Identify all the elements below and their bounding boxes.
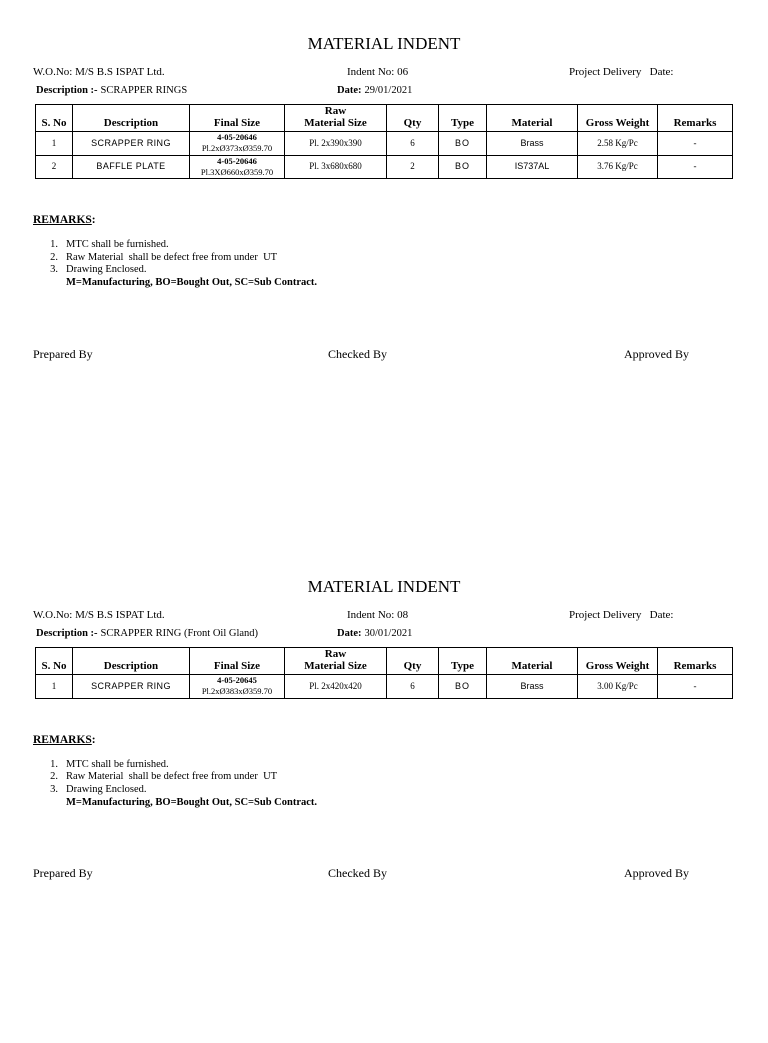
cell-gross-weight: 3.76 Kg/Pc: [578, 155, 658, 179]
cell-material: Brass: [487, 675, 578, 699]
cell-type: BO: [439, 675, 487, 699]
header-raw-material-size: [285, 648, 387, 675]
list-item: [33, 252, 768, 265]
checked-by: Checked By: [328, 346, 387, 361]
cell-remarks: -: [658, 675, 733, 699]
material-indent-06: [0, 0, 768, 500]
remarks-heading: REMARKS: [33, 214, 92, 226]
description-value: SCRAPPER RINGS: [100, 85, 188, 96]
indent-body: [0, 104, 768, 361]
cell-final-size: [190, 675, 285, 699]
header-material: Material: [487, 648, 578, 675]
cell-sno: 2: [36, 155, 73, 179]
final-size-dimensions: Pl.2xØ383xØ359.70: [201, 686, 273, 697]
wo-number: W.O.No: M/S B.S ISPAT Ltd.: [33, 66, 165, 78]
header-gross-weight: Gross Weight: [578, 105, 658, 132]
table-header-row: [36, 648, 733, 675]
cell-raw-material-size: Pl. 2x420x420: [285, 675, 387, 699]
remarks-heading: REMARKS: [33, 733, 92, 746]
cell-material: IS737AL: [487, 155, 578, 179]
list-number: 3.: [50, 264, 58, 276]
final-size-dimensions: Pl.3XØ660xØ359.70: [200, 166, 274, 177]
cell-gross-weight: 3.00 Kg/Pc: [578, 675, 658, 699]
approved-by: Approved By: [624, 346, 689, 361]
cell-description: SCRAPPER RING: [73, 132, 190, 156]
project-delivery-date: Project Delivery Date:: [569, 609, 674, 621]
header-description: Description: [73, 648, 190, 675]
cell-description: BAFFLE PLATE: [73, 155, 190, 179]
header-type: Type: [439, 648, 487, 675]
cell-type: BO: [439, 132, 487, 156]
indent-number: Indent No: 08: [347, 609, 409, 621]
header-raw-line1: Raw: [324, 648, 347, 660]
cell-remarks: -: [658, 155, 733, 179]
cell-description: SCRAPPER RING: [73, 675, 190, 699]
header-type: Type: [439, 105, 487, 132]
cell-type: BO: [439, 155, 487, 179]
remarks-heading-line: [33, 214, 768, 227]
list-item: [33, 784, 768, 797]
date-label: Date:: [337, 85, 362, 96]
list-number: 1.: [50, 758, 58, 770]
indent-title: MATERIAL INDENT: [307, 577, 461, 596]
remarks-section: [0, 734, 768, 810]
list-text: Raw Material shall be defect free from under UT: [66, 771, 278, 783]
list-number: 1.: [50, 239, 58, 250]
list-text: Raw Material shall be defect free from under UT: [66, 251, 278, 263]
list-number: 2.: [50, 771, 58, 783]
list-item: [33, 771, 768, 784]
indent-body: [0, 647, 768, 880]
header-raw-material-size: [285, 105, 387, 132]
table-header-row: [36, 105, 733, 132]
drawing-number: 4-05-20646: [217, 155, 257, 166]
remarks-colon: :: [91, 733, 96, 746]
list-item: [33, 264, 768, 277]
list-text: Drawing Enclosed.: [66, 264, 147, 276]
date-value: 30/01/2021: [364, 628, 413, 639]
type-legend: M=Manufacturing, BO=Bought Out, SC=Sub Contract.: [66, 796, 318, 808]
description-value: SCRAPPER RING (Front Oil Gland): [100, 628, 259, 639]
header-description: Description: [73, 105, 190, 132]
description-label: Description :-: [36, 628, 98, 639]
remarks-section: [0, 214, 768, 290]
cell-qty: 2: [387, 155, 439, 179]
header-final-size: Final Size: [190, 105, 285, 132]
header-sno: S. No: [36, 648, 73, 675]
header-qty: Qty: [387, 648, 439, 675]
approved-by: Approved By: [624, 866, 689, 881]
list-number: 3.: [50, 783, 58, 795]
header-raw-line2: Material Size: [304, 660, 367, 672]
header-remarks: Remarks: [658, 105, 733, 132]
header-sno: S. No: [36, 105, 73, 132]
header-final-size: Final Size: [190, 648, 285, 675]
project-delivery-date: Project Delivery Date:: [569, 66, 674, 78]
signature-row: [0, 347, 768, 361]
type-legend: M=Manufacturing, BO=Bought Out, SC=Sub Contract.: [66, 277, 318, 289]
material-table: [35, 647, 733, 699]
indent-number: Indent No: 06: [347, 66, 409, 78]
description-line: [36, 85, 187, 97]
indent-title: MATERIAL INDENT: [307, 34, 461, 53]
final-size-dimensions: Pl.2xØ373xØ359.70: [201, 143, 273, 154]
date-line: [337, 628, 412, 640]
description-line: [36, 628, 258, 640]
list-item: [33, 759, 768, 772]
header-material: Material: [487, 105, 578, 132]
list-text: MTC shall be furnished.: [66, 239, 169, 250]
remarks-list: [33, 759, 768, 810]
header-raw-line2: Material Size: [304, 117, 367, 129]
header-remarks: Remarks: [658, 648, 733, 675]
remarks-colon: :: [91, 214, 96, 226]
cell-gross-weight: 2.58 Kg/Pc: [578, 132, 658, 156]
cell-sno: 1: [36, 132, 73, 156]
header-qty: Qty: [387, 105, 439, 132]
description-label: Description :-: [36, 85, 98, 96]
remarks-heading-line: [33, 734, 768, 747]
prepared-by: Prepared By: [33, 866, 93, 881]
list-number: 2.: [50, 251, 58, 263]
date-line: [337, 85, 412, 97]
cell-final-size: [190, 132, 285, 156]
drawing-number: 4-05-20646: [217, 132, 257, 143]
table-row: [36, 155, 733, 179]
list-text: Drawing Enclosed.: [66, 783, 147, 795]
cell-sno: 1: [36, 675, 73, 699]
date-label: Date:: [337, 628, 362, 639]
material-indent-08: [0, 543, 768, 1043]
drawing-number: 4-05-20645: [217, 675, 257, 686]
cell-qty: 6: [387, 675, 439, 699]
header-gross-weight: Gross Weight: [578, 648, 658, 675]
prepared-by: Prepared By: [33, 346, 93, 361]
header-raw-line1: Raw: [324, 105, 347, 117]
date-value: 29/01/2021: [364, 85, 413, 96]
cell-material: Brass: [487, 132, 578, 156]
material-table: [35, 104, 733, 179]
cell-final-size: [190, 155, 285, 179]
cell-raw-material-size: Pl. 3x680x680: [285, 155, 387, 179]
wo-number: W.O.No: M/S B.S ISPAT Ltd.: [33, 609, 165, 621]
cell-remarks: -: [658, 132, 733, 156]
cell-qty: 6: [387, 132, 439, 156]
list-item: [33, 239, 768, 252]
remarks-list: [33, 239, 768, 290]
table-row: [36, 675, 733, 699]
signature-row: [0, 866, 768, 880]
table-row: [36, 132, 733, 156]
cell-raw-material-size: Pl. 2x390x390: [285, 132, 387, 156]
checked-by: Checked By: [328, 866, 387, 881]
list-text: MTC shall be furnished.: [66, 758, 169, 770]
